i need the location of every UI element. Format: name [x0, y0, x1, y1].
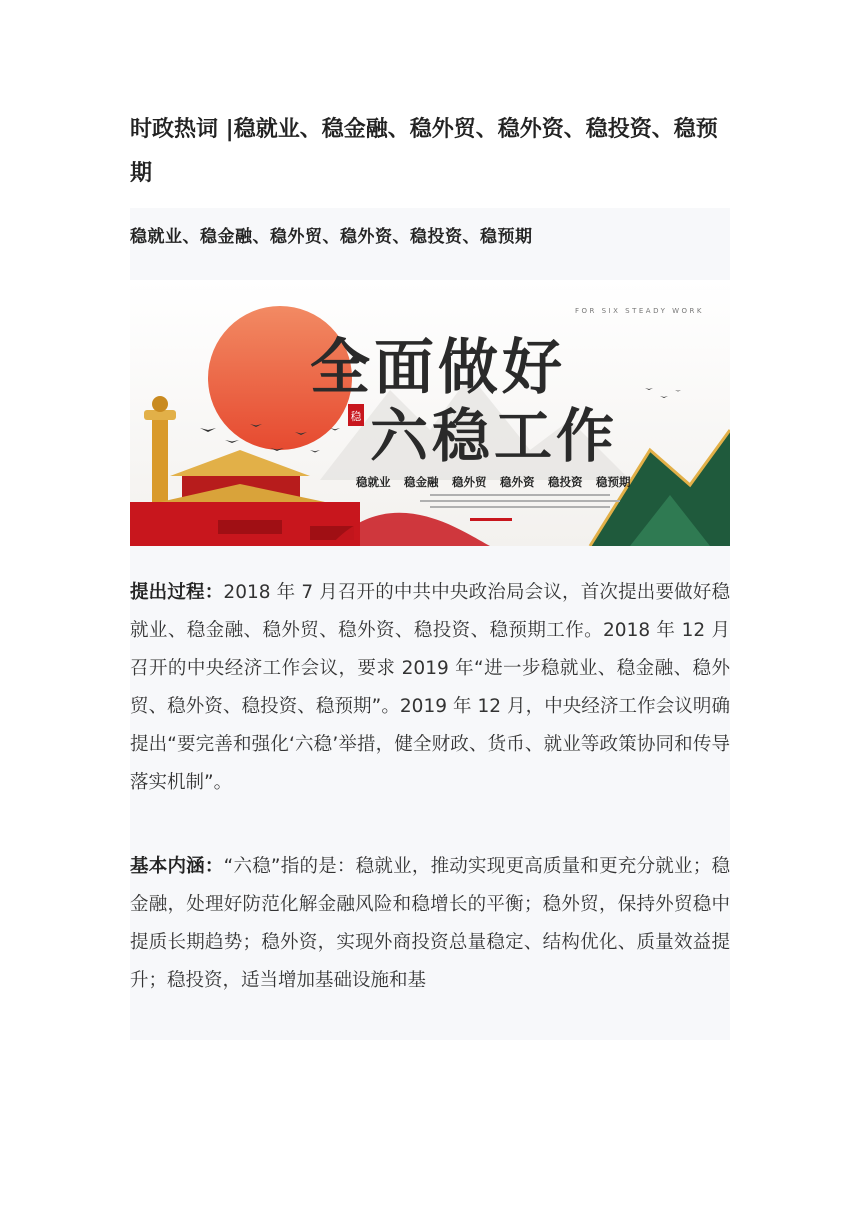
section-label-proposal: 提出过程：	[130, 582, 224, 603]
banner-item: 稳外资	[500, 475, 535, 489]
banner-item: 稳就业	[356, 475, 391, 489]
six-steady-banner-image	[130, 280, 730, 546]
banner-illustration	[130, 280, 730, 546]
banner-english-tag: FOR SIX STEADY WORK	[575, 307, 704, 315]
red-seal-text: 稳	[350, 410, 362, 423]
section-text-meaning: “六稳”指的是：稳就业，推动实现更高质量和更充分就业；稳金融，处理好防范化解金融风险和稳增长的平衡；稳外贸，保持外贸稳中提质长期趋势；稳外资，实现外商投资总量稳定、结构优化、质量效益提升；稳投资，适当增加基础设施和基	[130, 856, 730, 991]
paragraph-proposal-process	[130, 574, 730, 802]
red-underline-mark	[470, 518, 512, 521]
banner-item: 稳外贸	[452, 475, 487, 489]
paragraph-basic-meaning	[130, 848, 730, 1000]
banner-headline-line1: 全面做好	[310, 333, 566, 403]
section-label-meaning: 基本内涵：	[130, 856, 224, 877]
banner-item: 稳投资	[548, 475, 583, 489]
section-text-proposal: 2018 年 7 月召开的中共中央政治局会议，首次提出要做好稳就业、稳金融、稳外贸、稳外资、稳投资、稳预期工作。2018 年 12 月召开的中央经济工作会议，要求 2019 年“进一步稳就业、稳金融、稳外贸、稳外资、稳投资、稳预期”。2019 年 12 月，中央经济工作会议明确提出“要完善和强化‘六稳’举措，健全财政、货币、就业等政策协同和传导落实机制”。	[130, 582, 730, 793]
banner-item: 稳预期	[596, 475, 631, 489]
banner-headline-line2: 六稳工作	[370, 402, 619, 470]
banner-item: 稳金融	[404, 475, 439, 489]
page-title: 时政热词 |稳就业、稳金融、稳外贸、稳外资、稳投资、稳预期	[130, 117, 718, 186]
article-content	[130, 208, 730, 1040]
article-subtitle: 稳就业、稳金融、稳外贸、稳外资、稳投资、稳预期	[130, 227, 533, 247]
